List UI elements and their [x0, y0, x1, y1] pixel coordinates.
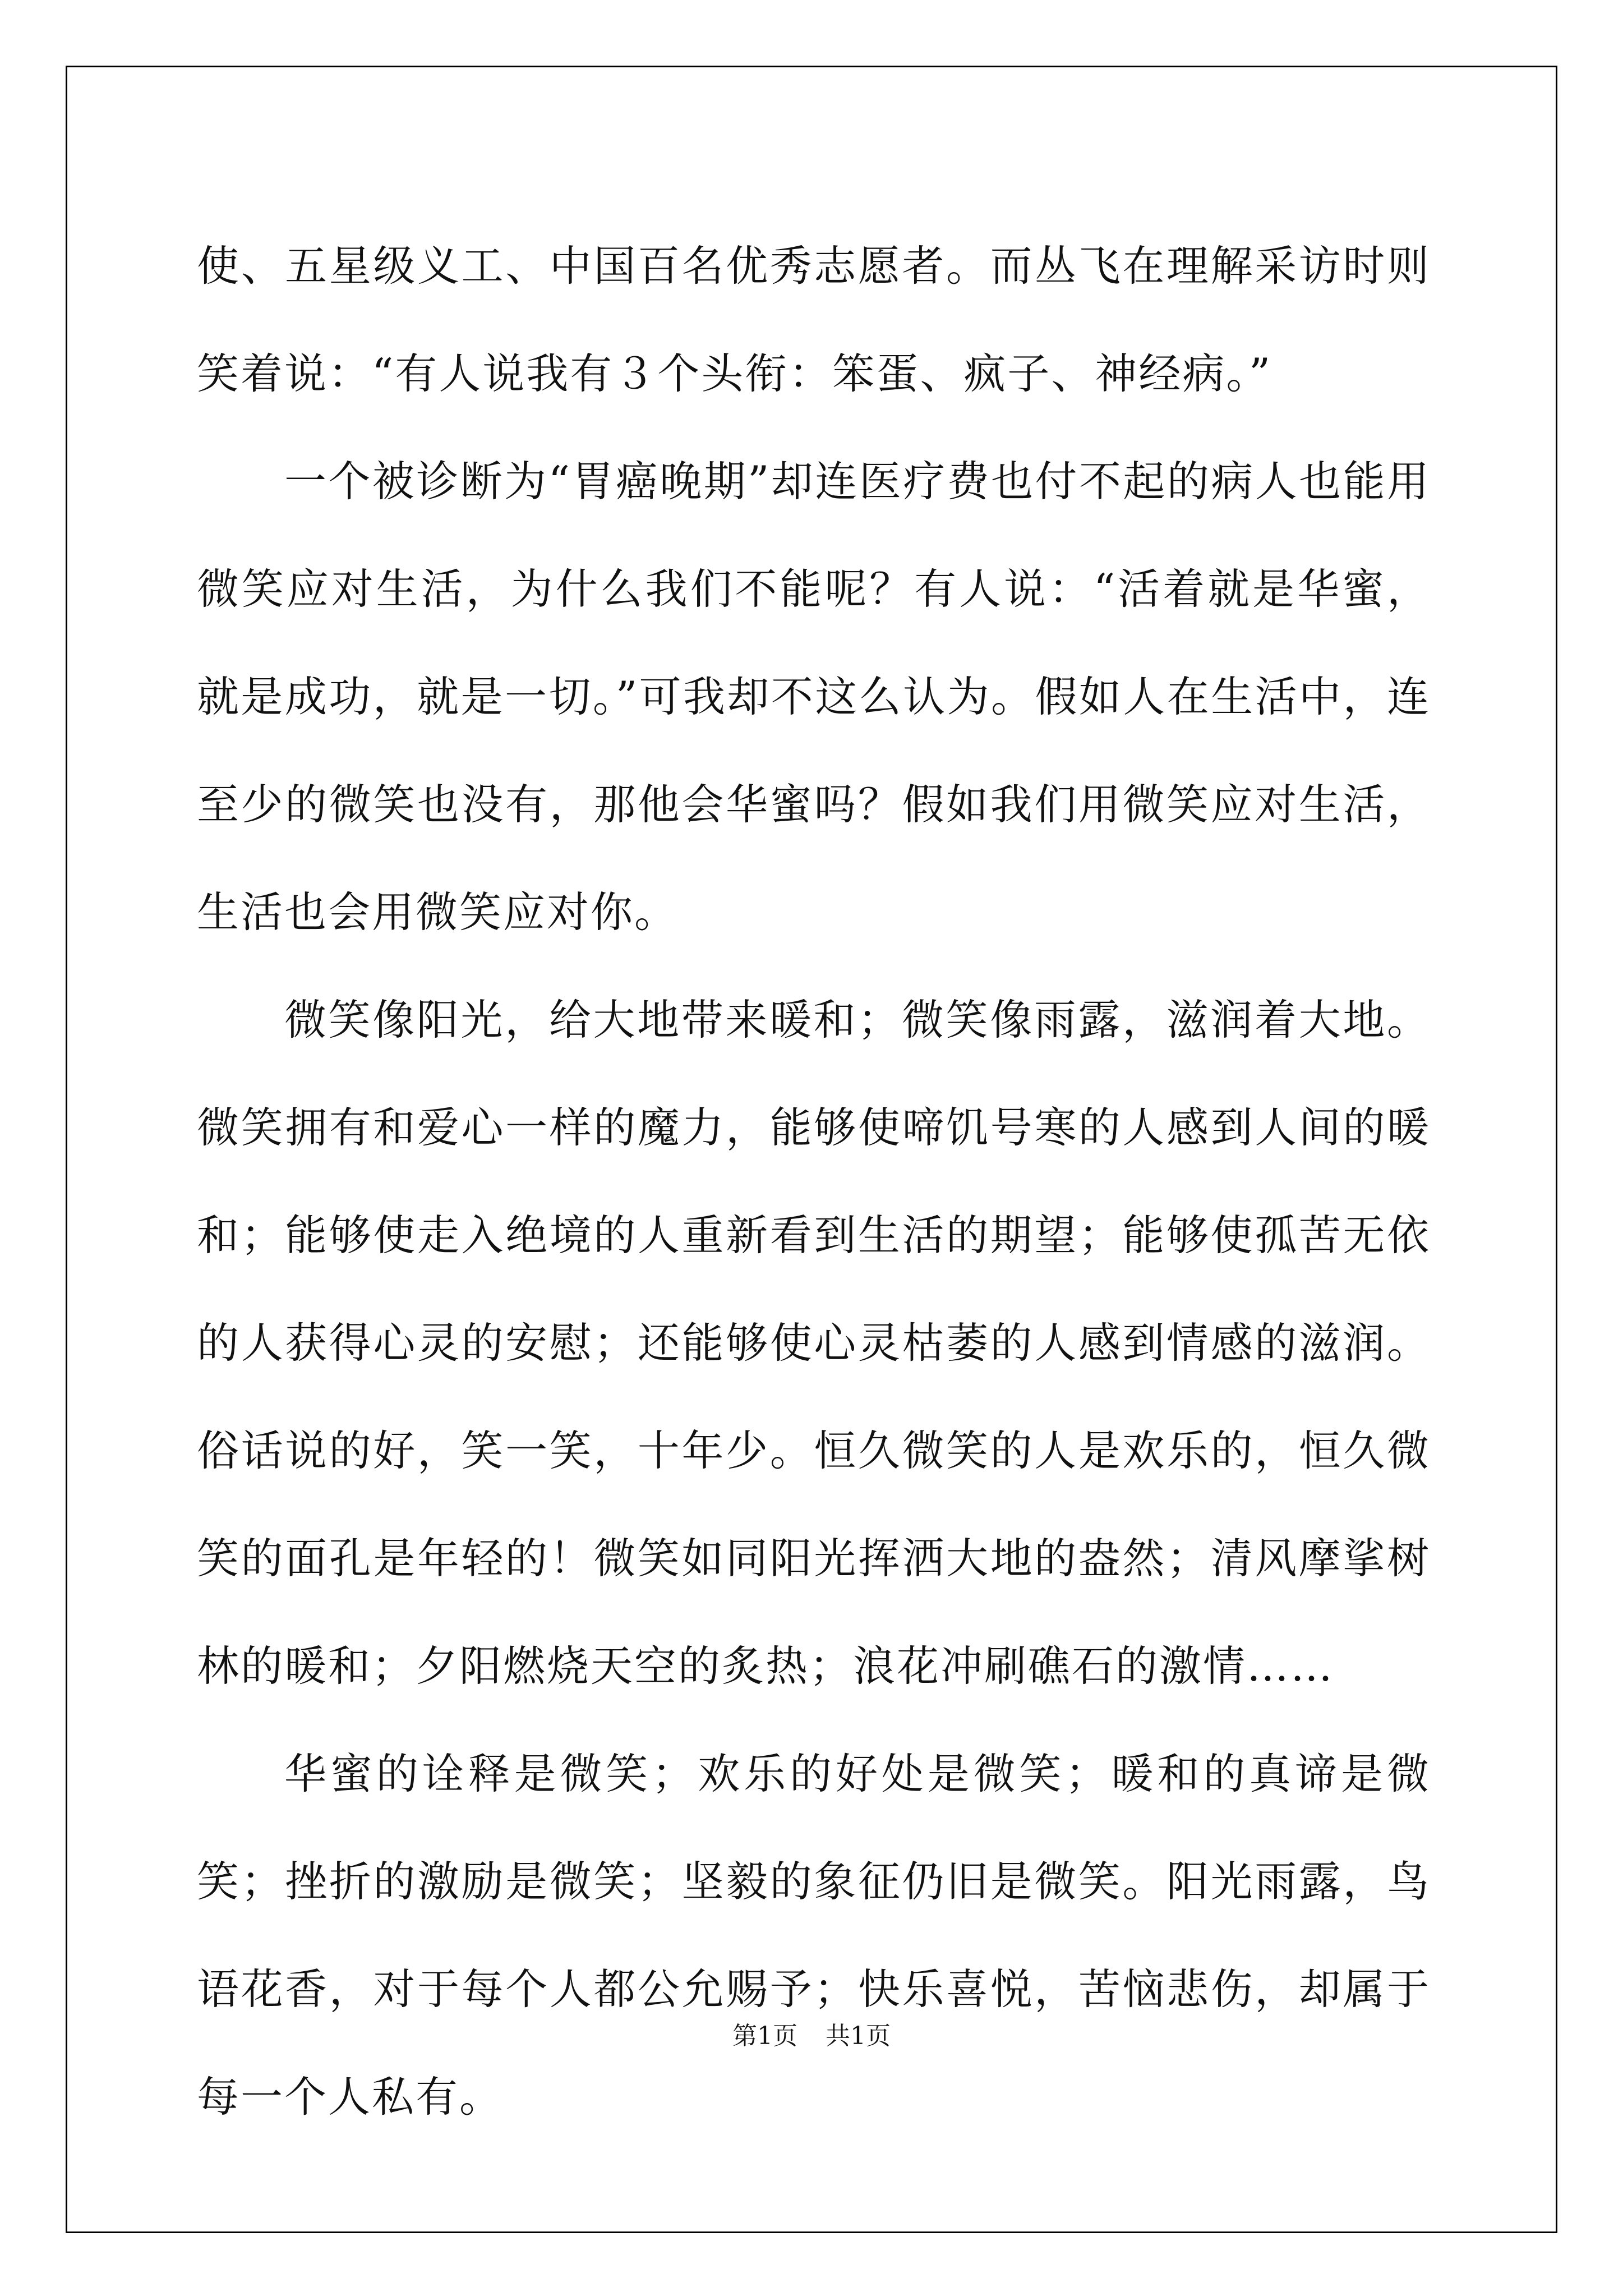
paragraph-4: 华蜜的诠释是微笑；欢乐的好处是微笑；暖和的真谛是微笑；挫折的激励是微笑；坚毅的象征仍旧是微笑。阳光雨露，鸟语花香，对于每个人都公允赐予；快乐喜悦，苦恼悲伤，却属于每一个人私有。	[197, 1749, 1431, 2122]
paragraph-3: 微笑像阳光，给大地带来暖和；微笑像雨露，滋润着大地。微笑拥有和爱心一样的魔力，能够使啼饥号寒的人感到人间的暖和；能够使走入绝境的人重新看到生活的期望；能够使孤苦无依的人获得心灵的安慰；还能够使心灵枯萎的人感到情感的滋润。俗话说的好，笑一笑，十年少。恒久微笑的人是欢乐的，恒久微笑的面孔是年轻的！微笑如同阳光挥洒大地的盎然；清风摩挲树林的暖和；夕阳燃烧天空的炙热；浪花冲刷礁石的激情……	[197, 995, 1431, 1691]
page-number: 第1页	[732, 2022, 797, 2050]
paragraph-1: 使、五星级义工、中国百名优秀志愿者。而丛飞在理解采访时则笑着说：“有人说我有３个头衔：笨蛋、疯子、神经病。”	[197, 241, 1431, 398]
paragraph-2: 一个被诊断为“胃癌晚期”却连医疗费也付不起的病人也能用微笑应对生活，为什么我们不能呢？有人说：“活着就是华蜜，就是成功，就是一切。”可我却不这么认为。假如人在生活中，连至少的微笑也没有，那他会华蜜吗？假如我们用微笑应对生活，生活也会用微笑应对你。	[197, 457, 1431, 937]
document-body	[197, 212, 1431, 2151]
page-total: 共1页	[826, 2022, 891, 2050]
page-footer	[0, 2019, 1623, 2053]
